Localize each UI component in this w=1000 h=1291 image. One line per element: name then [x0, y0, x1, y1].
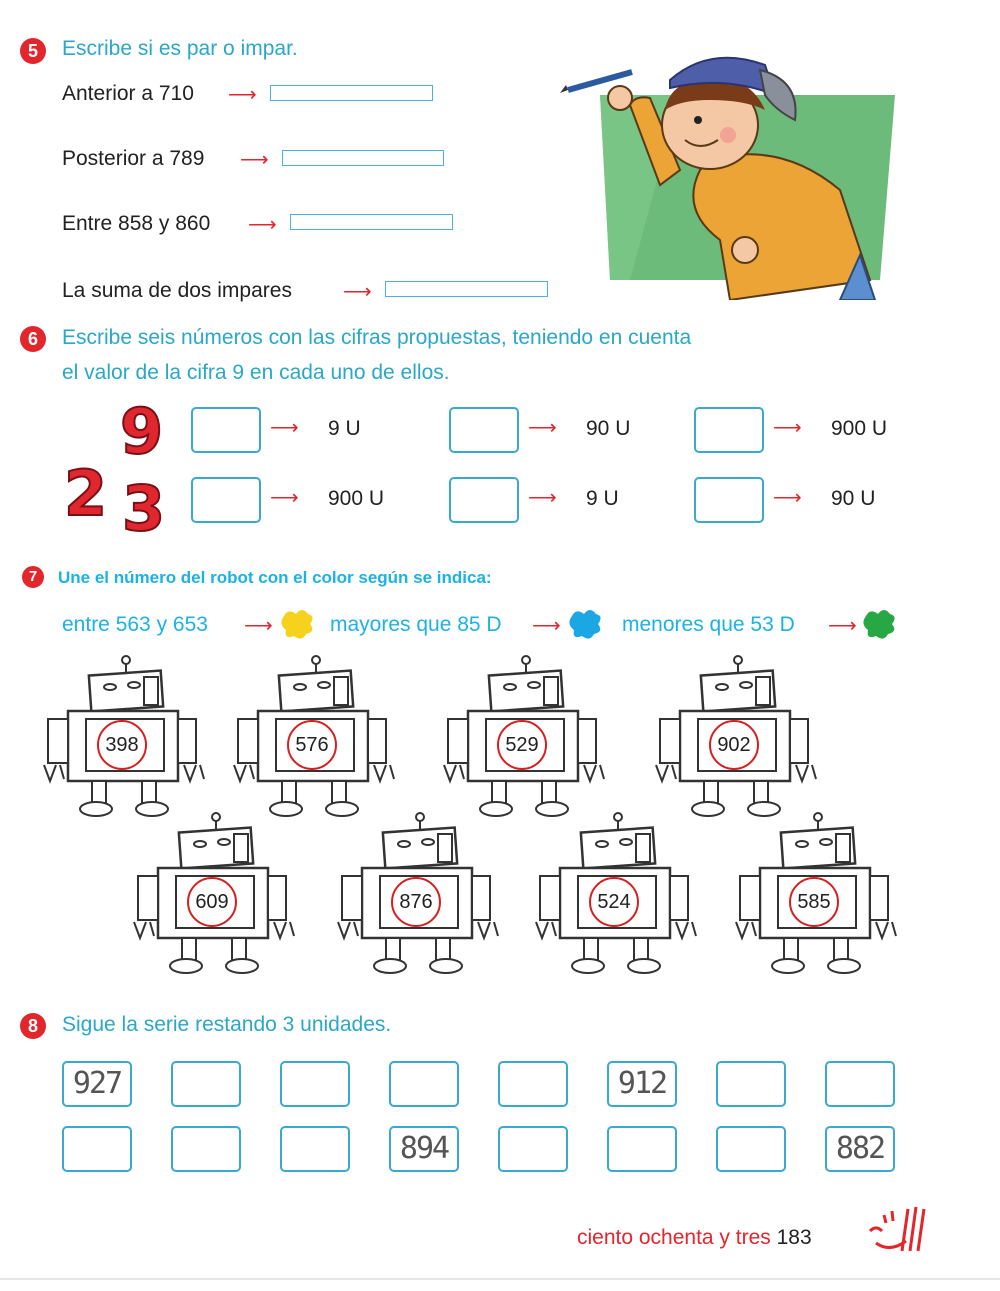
digit-card-2: 2 [64, 457, 108, 530]
exercise-6-badge: 6 [20, 326, 46, 352]
series-box-given: 894 [389, 1126, 459, 1172]
ex6-target-r2-c1: 900 U [328, 487, 385, 510]
ex6-box-r1-c3[interactable] [694, 407, 764, 453]
series-box-answer[interactable] [825, 1061, 895, 1107]
robot-number: 576 [295, 734, 329, 756]
exercise-5-badge: 5 [20, 38, 46, 64]
series-box-answer[interactable] [171, 1061, 241, 1107]
series-box-answer[interactable] [716, 1061, 786, 1107]
robot[interactable] [128, 812, 298, 982]
digit-card-3: 3 [122, 472, 166, 545]
exercise-7-badge: 7 [22, 566, 44, 588]
ex6-target-r1-c1: 9 U [328, 417, 361, 440]
arrow-icon: ⟶ [270, 417, 299, 439]
ex6-box-r1-c1[interactable] [191, 407, 261, 453]
smiley-scribble-icon [862, 1203, 932, 1255]
arrow-icon: ⟶ [244, 615, 273, 637]
page-number: 183 [776, 1226, 812, 1249]
ex6-box-r1-c2[interactable] [449, 407, 519, 453]
exercise-7-instruction: Une el número del robot con el color según se indica: [58, 568, 492, 587]
robot[interactable] [438, 655, 608, 825]
arrow-icon: ⟶ [773, 417, 802, 439]
series-box-answer[interactable] [498, 1061, 568, 1107]
series-box-answer[interactable] [716, 1126, 786, 1172]
ex6-target-r1-c3: 900 U [831, 417, 888, 440]
arrow-icon: ⟶ [240, 149, 269, 171]
boy-writing-illustration [560, 40, 900, 300]
arrow-icon: ⟶ [228, 84, 257, 106]
robot-number: 524 [597, 891, 631, 913]
arrow-icon: ⟶ [828, 615, 857, 637]
ex6-box-r2-c3[interactable] [694, 477, 764, 523]
robot[interactable] [332, 812, 502, 982]
robot-number: 902 [717, 734, 751, 756]
exercise-8-badge: 8 [20, 1013, 46, 1039]
ex5-answer-4[interactable] [385, 281, 548, 297]
arrow-icon: ⟶ [528, 417, 557, 439]
robot[interactable] [730, 812, 900, 982]
key-label-blue: mayores que 85 D [330, 613, 502, 636]
series-box-given: 912 [607, 1061, 677, 1107]
robot-number: 609 [195, 891, 229, 913]
ex5-label-2: Posterior a 789 [62, 147, 205, 170]
arrow-icon: ⟶ [528, 487, 557, 509]
ex5-label-4: La suma de dos impares [62, 279, 292, 302]
series-box-answer[interactable] [171, 1126, 241, 1172]
series-box-answer[interactable] [280, 1061, 350, 1107]
green-paint-splash-icon [860, 606, 898, 642]
yellow-paint-splash-icon [278, 606, 316, 642]
ex6-box-r2-c1[interactable] [191, 477, 261, 523]
ex6-target-r2-c3: 90 U [831, 487, 876, 510]
ex5-answer-1[interactable] [270, 85, 433, 101]
arrow-icon: ⟶ [773, 487, 802, 509]
ex5-label-3: Entre 858 y 860 [62, 212, 211, 235]
ex6-target-r1-c2: 90 U [586, 417, 631, 440]
robot-number: 529 [505, 734, 539, 756]
footer-text: ciento ochenta y tres [577, 1226, 771, 1249]
key-label-yellow: entre 563 y 653 [62, 613, 208, 636]
exercise-5-instruction: Escribe si es par o impar. [62, 37, 298, 60]
series-box-answer[interactable] [62, 1126, 132, 1172]
ex5-answer-2[interactable] [282, 150, 444, 166]
exercise-6-instruction-line-2: el valor de la cifra 9 en cada uno de ellos. [62, 361, 450, 384]
robot[interactable] [38, 655, 208, 825]
arrow-icon: ⟶ [270, 487, 299, 509]
series-box-answer[interactable] [498, 1126, 568, 1172]
bottom-divider [0, 1278, 1000, 1280]
exercise-6-instruction-line-1: Escribe seis números con las cifras propuestas, teniendo en cuenta [62, 326, 692, 349]
ex6-target-r2-c2: 9 U [586, 487, 619, 510]
series-box-answer[interactable] [389, 1061, 459, 1107]
blue-paint-splash-icon [566, 606, 604, 642]
robot-number: 585 [797, 891, 831, 913]
robot-number: 876 [399, 891, 433, 913]
arrow-icon: ⟶ [248, 214, 277, 236]
robot-number: 398 [105, 734, 139, 756]
arrow-icon: ⟶ [532, 615, 561, 637]
series-box-answer[interactable] [280, 1126, 350, 1172]
series-box-given: 882 [825, 1126, 895, 1172]
ex6-box-r2-c2[interactable] [449, 477, 519, 523]
series-box-answer[interactable] [607, 1126, 677, 1172]
key-label-green: menores que 53 D [622, 613, 795, 636]
robot[interactable] [650, 655, 820, 825]
robot[interactable] [228, 655, 398, 825]
page-footer [577, 1226, 812, 1250]
ex5-answer-3[interactable] [290, 214, 453, 230]
arrow-icon: ⟶ [343, 281, 372, 303]
ex5-label-1: Anterior a 710 [62, 82, 194, 105]
exercise-8-instruction: Sigue la serie restando 3 unidades. [62, 1013, 392, 1036]
digit-card-9: 9 [120, 395, 164, 468]
robot[interactable] [530, 812, 700, 982]
series-box-given: 927 [62, 1061, 132, 1107]
